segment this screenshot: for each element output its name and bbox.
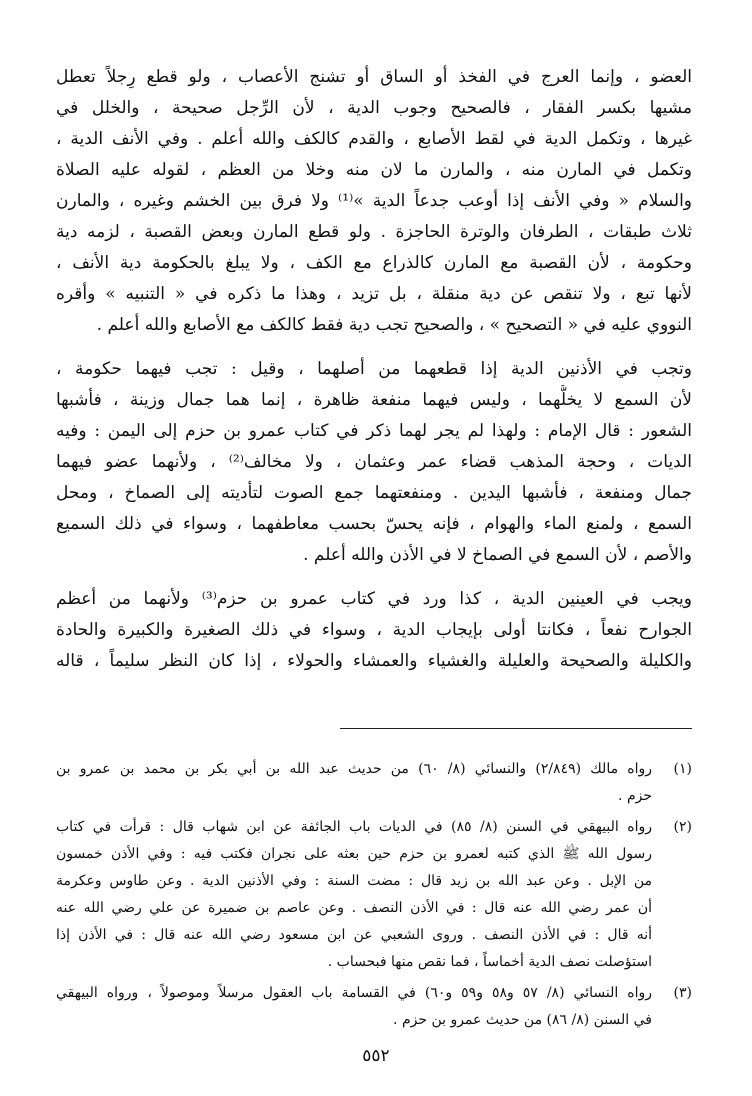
text-line: ثلاث طبقات ، الطرفان والوترة الحاجزة . ولو قطع المارن وبعض القصبة ، لزمه دية <box>56 222 692 242</box>
footnote-divider <box>340 728 692 729</box>
main-text <box>56 62 692 677</box>
text-line: لأنها تبع ، ولا تنقص عن دية منقلة ، بل تزيد ، وهذا ما ذكره في « التنبيه » وأقره <box>56 284 692 304</box>
footnote-line: حزم . <box>618 788 652 804</box>
footnote-number: (٣) <box>673 985 692 1001</box>
text-line: والسلام « وفي الأنف إذا أوعب جدعاً الدية »⁽¹⁾ ولا فرق بين الخشم وغيره ، والمارن <box>56 191 692 211</box>
footnote-line: أنه قال : في الأذن النصف . وروى الشعبي عن ابن مسعود رضي الله عنه قال : في الأذن إذا <box>56 927 652 943</box>
text-line: غيرها ، وتكمل الدية في لقط الأصابع ، والقدم كالكف والله أعلم . وفي الأنف الدية ، <box>56 129 692 149</box>
text-line: العضو ، وإنما العرج في الفخذ أو الساق أو تشنج الأعصاب ، ولو قطع رِجلاً تعطل <box>56 67 692 87</box>
footnote-number: (٢) <box>673 819 692 835</box>
text-line: مشيها بكسر الفقار ، فالصحيح وجوب الدية ، لأن الرِّجل صحيحة ، والخلل في <box>56 98 692 118</box>
paragraph <box>56 62 692 341</box>
text-line: جمال ومنفعة ، فأشبها اليدين . ومنفعتهما جمع الصوت لتأديته إلى الصماخ ، ومحل <box>56 483 692 503</box>
footnote <box>56 756 692 810</box>
text-line: الديات ، وحجة المذهب قضاء عمر وعثمان ، ولا مخالف⁽²⁾ ، ولأنهما عضو فيهما <box>56 452 692 472</box>
footnote <box>56 814 692 976</box>
footnote-line: من الإبل . وعن عبد الله بن زيد قال : مضت السنة : وفي الأذنين الدية . وعن طاوس وعكرمة <box>56 873 652 889</box>
text-line: لأن السمع لا يخلُّهما ، وليس فيهما منفعة ظاهرة ، إنما هما جمال وزينة ، فأشبها <box>56 390 692 410</box>
text-line: السمع ، ولمنع الماء والهوام ، فإنه يحسّ بحسب معاطفهما ، وسواء في ذلك السميع <box>56 514 692 534</box>
footnote-line: رسول الله ﷺ الذي كتبه لعمرو بن حزم حين بعثه على نجران فكتب فيه : وفي الأذن خمسون <box>56 846 652 862</box>
text-line: وحكومة ، لأن القصبة مع المارن كالذراع مع الكف ، ولا يبلغ بالحكومة دية الأنف ، <box>56 253 692 273</box>
text-line: وتكمل في المارن منه ، والمارن ما لان منه وخلا من العظم ، لقوله عليه الصلاة <box>56 160 692 180</box>
footnote <box>56 980 692 1034</box>
footnote-number: (١) <box>673 761 692 777</box>
footnotes <box>56 756 692 1038</box>
footnote-line: استؤصلت نصف الدية أخماساً ، فما نقص منها فبحساب . <box>327 954 652 970</box>
paragraph <box>56 354 692 571</box>
footnote-line: أن عمر رضي الله عنه قال : في الأذن النصف . وعن عاصم بن ضميرة عن علي رضي الله عنه <box>56 900 652 916</box>
footnote-line: رواه النسائي (٨/ ٥٧ و٥٨ و٥٩ و٦٠) في القسامة باب العقول مرسلاً وموصولاً ، ورواه البيهقي <box>56 985 652 1001</box>
text-line: والأصم ، لأن السمع في الصماخ لا في الأذن والله أعلم . <box>303 545 692 565</box>
text-line: وتجب في الأذنين الدية إذا قطعهما من أصلهما ، وقيل : تجب فيهما حكومة ، <box>56 359 692 379</box>
text-line: ويجب في العينين الدية ، كذا ورد في كتاب عمرو بن حزم⁽³⁾ ولأنهما من أعظم <box>56 589 692 609</box>
paragraph <box>56 584 692 677</box>
footnote-line: في السنن (٨/ ٨٦) من حديث عمرو بن حزم . <box>393 1012 652 1028</box>
text-line: النووي عليه في « التصحيح » ، والصحيح تجب دية فقط كالكف مع الأصابع والله أعلم . <box>96 315 692 335</box>
text-line: الجوارح نفعاً ، فكانتا أولى بإيجاب الدية ، وسواء في ذلك الصغيرة والكبيرة والحادة <box>56 620 692 640</box>
text-line: والكليلة والصحيحة والعليلة والغشياء والعمشاء والحولاء ، إذا كان النظر سليماً ، قاله <box>56 651 692 671</box>
page-number: ٥٥٢ <box>362 1046 390 1066</box>
text-line: الشعور : قال الإمام : ولهذا لم يجر لهما ذكر في كتاب عمرو بن حزم إلى اليمن : وفيه <box>56 421 692 441</box>
footnote-line: رواه البيهقي في السنن (٨/ ٨٥) في الديات باب الجائفة عن ابن شهاب قال : قرأت في كتاب <box>56 819 652 835</box>
footnote-line: رواه مالك (٢/٨٤٩) والنسائي (٨/ ٦٠) من حديث عبد الله بن أبي بكر بن محمد بن عمرو بن <box>56 761 652 777</box>
